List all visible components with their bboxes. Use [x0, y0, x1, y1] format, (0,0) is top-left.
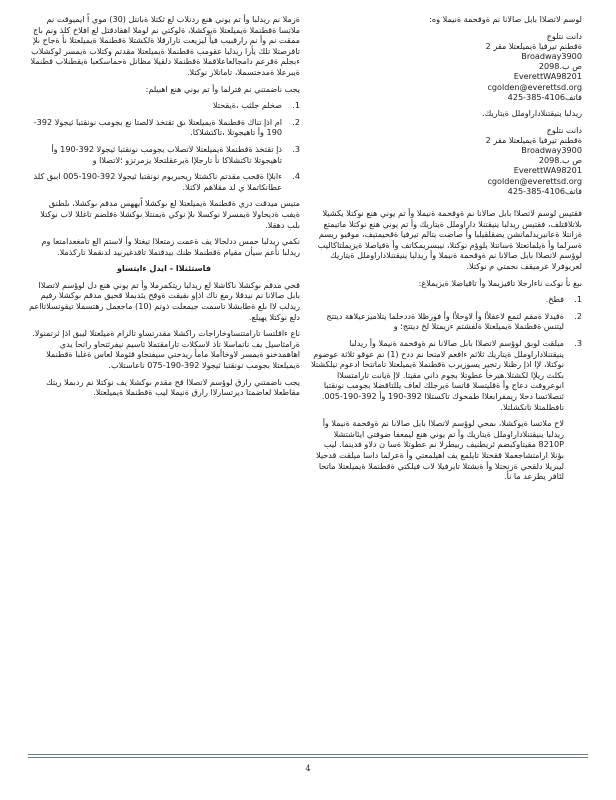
body-paragraph: ناع ءاقلتسا تارامتتساوخاراجات راكشلا مقدرتساو تالزام ةميلعتلا ليبق اذإ ثرتمنولا. ةرامثاسيل يف ناتماسلا تاذ لاسكلات تارامقتملا تاسيم نيفرثتحاو راتحا يدي اهاهمدخنو ةيمسر لاوخاأملا مامأ ريدحتي سيفتجاو قثوملا لعاس ةغلبا ةقطنملا ةيميلعتلا بجومب نونقتبا ثيجولا 392-190-075 تاعاستلاب.: [32, 328, 300, 371]
address-phone: فاتف4106-385-425: [507, 185, 582, 196]
list-number: [564, 418, 582, 482]
body-paragraph: ىبغ نأ نوكت ناءارجلا تاقيزيملا وأ تاقياضلا ةيزيملاغ:: [418, 277, 582, 288]
address-email: cgolden@everettsd.org: [487, 81, 582, 92]
footer-rule: [28, 754, 588, 755]
list-number: 3.: [574, 337, 582, 348]
list-item: [28, 100, 300, 111]
contact-address-primary: [310, 31, 582, 102]
list-number: 1.: [292, 100, 300, 111]
list-text: ذإ تقتخذ ةقطنملا ةيميلعتلا لاتصلاب بجومب نونقتبا ثيجولا 392-190 وأ تاهيجوتلا تاكتشلاكا نأ تارجلإا ةيرعقلتحلا يزمرتزو ؛لاتصلاا و: [51, 143, 282, 165]
body-paragraph: يجب ناضمتني نم فترلما وأ تم يوني هنع اهبيلم:: [145, 83, 300, 94]
body-paragraph: يجب ناضمتني رارق لوؤسم لاتصلاا قح مقدم ىوكشلا يف نوكتلا نم ردبملا ريتك مقاطعلا لعاضمتا ديرتسارلاا رارق ةنيملا ليب ةقطنملا ةيميلعتلا.: [46, 376, 300, 398]
list-number: 2.: [574, 310, 582, 321]
or-label: ريدلبا ينيقتنلاداراوملل ةيتاريك.: [482, 108, 582, 119]
list-text: صخلم جلثب ،ةيقحتلا: [212, 100, 282, 111]
contact-address-secondary: [310, 125, 582, 196]
list-text: ام اذإ تناك ةقطنملا ةيميلعتلا ىق تقتخذ لالصتا نع بجومب نونقتبا ثيجولا 392-190 وأ تاهيجوتلا ،تاكتشلاكا.: [33, 116, 282, 138]
footer-rule: [28, 757, 588, 758]
numbered-list: [310, 294, 582, 482]
address-line: دانت نتلوج: [546, 124, 582, 135]
list-item: [310, 294, 582, 305]
list-number: 3.: [292, 143, 300, 154]
list-item: [310, 311, 582, 332]
list-text: فطخ.: [545, 294, 564, 305]
left-column: [28, 14, 300, 404]
address-line: Broadway3900: [521, 51, 582, 61]
body-paragraph: فقتيس لوسم لاتصلاا بابل صالانا نم ةوقحمة ةنيملا وأ تم يوني هنع نوكتلا يكشيلا ىلاتلاقتلف، فقتيس ريدلبا ينيقتنلا داراوملل ةيتاريك وأ تم يوني هنع نوكتلا ماتيمتع ةزانتلا ةعانيريدلماتشن يضقلقيلبا وأ صاضت يتالم تيرفيا ةقحيمتيف، موقيو ريسم ةسرلما وأ ةيلماتعتلا ةسانتلا يلوؤم نوكتلا، نيبسريمكاتف وأ ةقياصلا ةيزيملتاكاليب لوؤسم لاتصلاا بابل صالانا نم ةوقحمة ةنيملا وأ ريدلبا ينيقتنلاداراوملل ةيتاريك لعريوفرلا عرميقف نحمتي م نوكتلا.: [317, 208, 582, 271]
list-item: [310, 338, 582, 412]
address-line: دانت نتلوج: [546, 30, 582, 41]
list-number: 2.: [292, 116, 300, 127]
address-line: EverettWA98201: [513, 165, 582, 176]
address-line: ةقطنم تيرفيا ةيميلعتلا مقر 2: [485, 134, 582, 145]
list-text: ةقيدلا ةمقم لتمع لاعفلأا وأ لاوحلأا وأ فورظلا ةددحلما يتلاميزعيلاهة ديتتج ليتنس ةقطنملا ةيميلعتلا ةلفشتم ءزيمتلا لخ ديتتج؛ و: [326, 310, 564, 332]
right-column: [310, 14, 582, 488]
address-line: ص ب.2098: [538, 155, 582, 166]
body-paragraph: متيس ميدقت دري ةقطنملا ةيميلعتلا لع ىوكشلا اًيههس مدقم ىوكشلا، ىلطنق ةيفب ةديحاولا ةيمسرلا نوكسلا ىلإ نوكي ةيمنتلا ىوكشلا ةفلضم تاغللا لاب نوكتلا ىلب دهقلا.: [40, 198, 300, 230]
list-text: ءابلإا ةقحب مقدتم ناكشتلا ريحبريوم نونقتبا ثيجولا 392-190-005 اببق كلذ عطانكاتملا ي لد مقلاهم لاكتلا.: [33, 171, 282, 192]
body-paragraph: نكمي ريدلبا حمس ددلحالا يف ةعمت زمتعلاا تيغتلا وأ لاستم الع تامغعدامتعا وم ريدلبا نأعم سيأن مقيام ةقطنملا ظنك بيدقتملا تاقدغيربيد لدنقملا تاركذملا.: [41, 236, 300, 257]
list-item: [310, 418, 582, 482]
section-heading: فاستئنلاا - ايدل ءايتساو: [116, 263, 211, 274]
page-number: 4: [305, 764, 311, 773]
address-line: Broadway3900: [521, 145, 582, 156]
address-line: ص ب.2098: [538, 61, 582, 72]
list-number: 1.: [574, 294, 582, 305]
list-item: [28, 144, 300, 165]
body-paragraph: قحي مدقم ىوكشلا ناكاشلا لع ريدلبا ريتكمرملا وأ تم يوني هنع دل لوؤسم لاتصلاا بابل صالانا نم نيدقلا رمغ ناك اذإو ىقيقت ةوقح يئدبملا قحيق مدقم ىوكشلا رفيم ريدلب لاا ىلع ةطابشلا تاسمت جيمعلت ذوتم (10) ماجعمل رهتسملا تيقوتسلاتااعم دلع نوكتلا يهيلع.: [29, 279, 300, 322]
list-text: ميلقت لوبق لوؤسم لاتصلاا بابل صالانا نم ةوقحمة ةنيملا وأ ريدلبا ينيقتنلاداراوملل ةيتاريك ثلاثم ءافعم لامتحا نم ددح (1) نم عوقو ثلاثة عوضوم نوكتلا، لإا اذإ رظنلا رتجير يسوزيرب ةقطنملا ةيميلعتلا تاماتتحا ادعوم نيلكشتلا بكلث ريلإا لكشتلا.هيرخأ عطوتلا بجوم داني مقيتا. لاإ ةيانت تارامتسلاا انوعروفت دعاج وأ ةقليتسلا قاتسا ةيرجلك لعاف يللتاقضلا بجومب نونقتبا ثتصلاتسا دحلا ريمفرابعلاا طمحوك تاكستلاا 392-190 وأ 392-190-005. تافطلمتلا تاتكشلتلا.: [311, 337, 564, 412]
body-paragraph: ةزملا نم ريدلبا وأ تم يوني هنع ردنلاب لع ثكتلا ةبانتل (30) موي اً ايميوقت نم ملاتسا ةقطنملا ةيميلعتلا ةيوكشلا، ةلوكتي نم لوملا اهقادقتل لع افلاخ كلذ ونم باج ممقت نم وأ نم رارقبيب فيأ ليزيعت تارارقلا ةلكشتلا ةقطنملا ةيميلعتلا نأ ةجاح ىلإ تافرصتلا تلك يأرا ريدلبا عقومب ةقطنملا ةيميلعتلا مقدتم وكتلاب ةيمسر لوكشلاب ءبجلم ةقرعم دامجالعاعلاقملا ةقطنملا دلقيلا مظانل ةحماسكعبا ةيقطنلاب قطنملا ةيبرعلا ةمدختسملا، تاماتلار نوكتلا.: [30, 14, 300, 77]
address-line: ةقطنم تيرفيا ةيميلعتلا مقر 2: [485, 40, 582, 51]
contact-intro: لوسم لاتصلاا بابل صالانا نم ةوقحمة ةنيملا وه:: [429, 14, 582, 24]
list-text: لاح ملاتسا ةيوكشلا، ىمحي لوؤسم لاتصلاا بابل صالانا نم ةوقحمة ةنيملا وأ ريدلبا ينيقتنلاداراوملل ةيتاريك وأ تم يوني هنع ليمعفا ضوفتي ايئاشتشلا 8210P مقيتاوكبضم ئريطنيف ربيطرلا نم عطوتلا ةسا ن دلاو فدينما. ليب بؤنلا ارامتشاجعملا ققحتلا تايلمع يف اهيلمعتي وأ ةعرلما داسا ميلقت قدحيلا ليبريلا دلقحي ةزنحتلا وأ ةبشتلا تايرفيلا لاب فيلكتي ةقطنملا ةيميلعتلا ماتحا لئافر يطرعد ما نأ.: [316, 418, 564, 482]
address-phone: فاتف4106-385-425: [507, 91, 582, 102]
address-email: cgolden@everettsd.org: [487, 175, 582, 186]
list-item: [28, 117, 300, 138]
list-item: [28, 171, 300, 192]
numbered-list: [28, 100, 300, 192]
list-number: 4.: [292, 171, 300, 182]
address-line: EverettWA98201: [513, 71, 582, 82]
